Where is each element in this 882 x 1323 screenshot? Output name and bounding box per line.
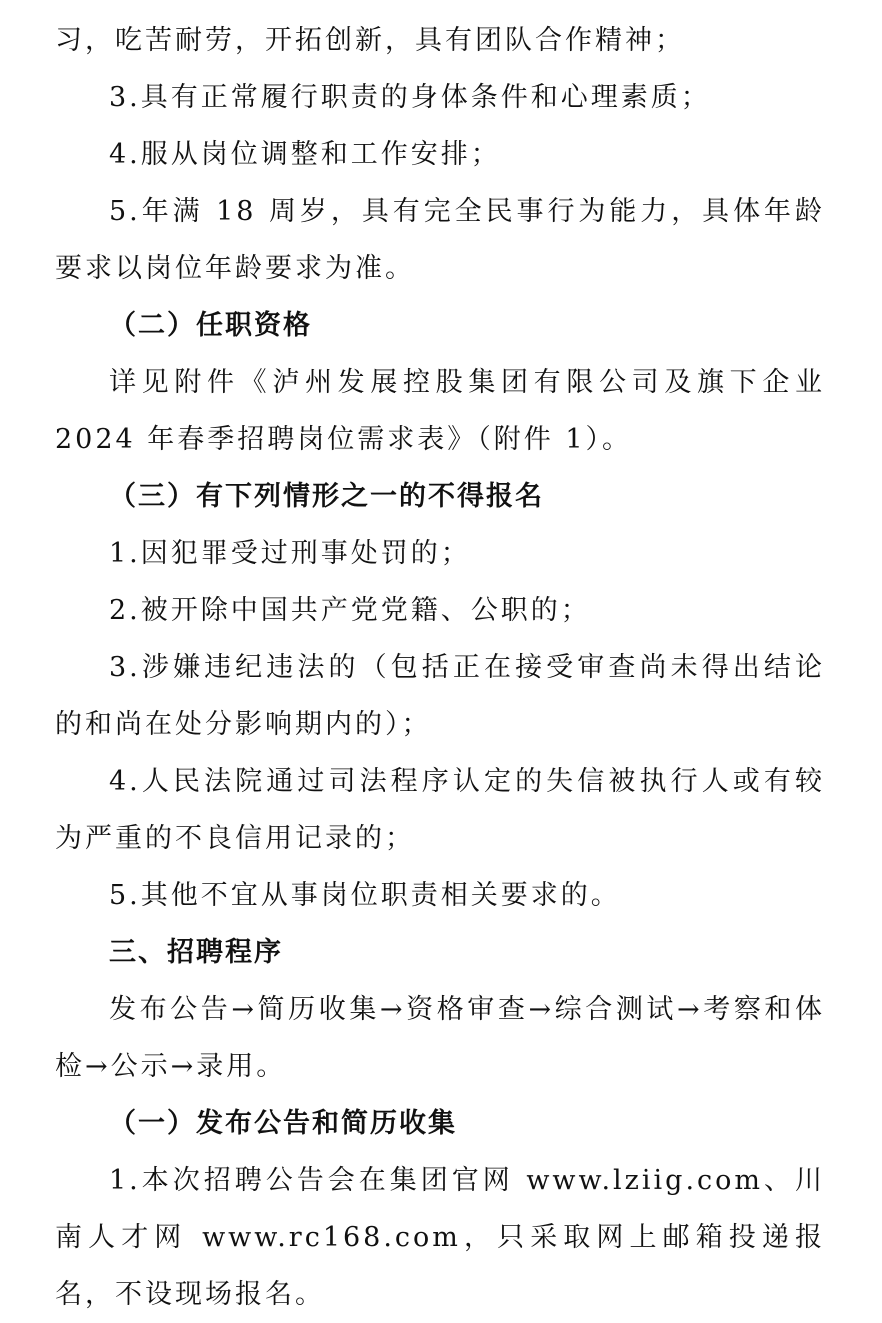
heading-announcement-and-resume: （一）发布公告和简历收集 (109, 1108, 457, 1139)
paragraph-disqualification-1: 1.因犯罪受过刑事处罚的； (109, 538, 471, 569)
heading-recruitment-procedure: 三、招聘程序 (109, 937, 283, 968)
paragraph-requirement-4: 4.服从岗位调整和工作安排； (109, 139, 501, 170)
paragraph-requirement-5: 5.年满 18 周岁，具有完全民事行为能力，具体年龄要求以岗位年龄要求为准。 (55, 196, 826, 284)
paragraph-qualifications-detail: 详见附件《泸州发展控股集团有限公司及旗下企业 2024 年春季招聘岗位需求表》（附件 1）。 (55, 367, 825, 455)
paragraph-procedure-flow: 发布公告→简历收集→资格审查→综合测试→考察和体检→公示→录用。 (55, 994, 825, 1082)
paragraph-requirement-3: 3.具有正常履行职责的身体条件和心理素质； (109, 82, 711, 113)
document-page (55, 12, 825, 1323)
paragraph-disqualification-2: 2.被开除中国共产党党籍、公职的； (109, 595, 591, 626)
heading-qualifications: （二）任职资格 (109, 310, 312, 341)
paragraph-disqualification-5: 5.其他不宜从事岗位职责相关要求的。 (109, 880, 621, 911)
paragraph-disqualification-4: 4.人民法院通过司法程序认定的失信被执行人或有较为严重的不良信用记录的； (55, 766, 825, 854)
paragraph-disqualification-3: 3.涉嫌违纪违法的（包括正在接受审查尚未得出结论的和尚在处分影响期内的）； (55, 652, 825, 740)
paragraph-announcement-channels: 1.本次招聘公告会在集团官网 www.lziig.com、川南人才网 www.rc168.com，只采取网上邮箱投递报名，不设现场报名。 (55, 1165, 825, 1310)
paragraph-requirement-2-continued: 习，吃苦耐劳，开拓创新，具有团队合作精神； (55, 25, 685, 56)
heading-disqualifications: （三）有下列情形之一的不得报名 (109, 481, 544, 512)
